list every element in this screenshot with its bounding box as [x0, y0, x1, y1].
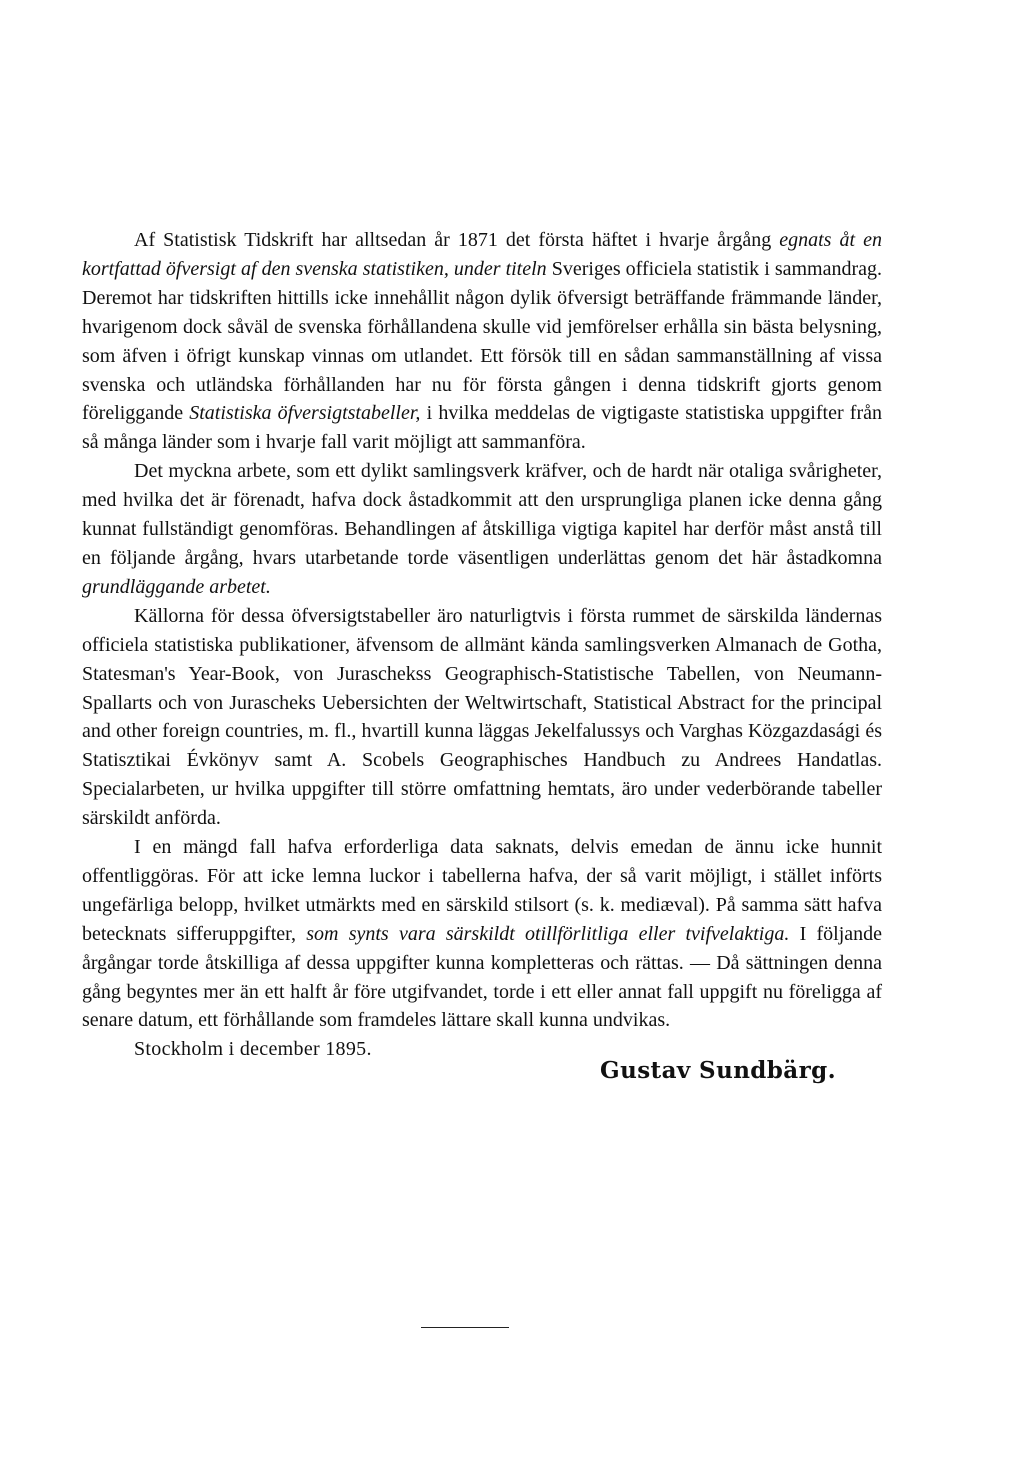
paragraph-1 [82, 226, 882, 457]
paragraph-1-italic-title: Statistiska öfversigtstabeller, [189, 402, 421, 425]
paragraph-4-text-b: I följande årgångar torde åtskilliga af dessa uppgifter kunna kompletteras och rättas. — Då sättningen denna gång begyntes mer än ett halft år före utgifvandet, torde i ett eller annat fall uppgift nu föreligga af senare datum, ett förhållande som framdeles lättare skall kunna undvikas. [82, 922, 882, 1032]
closing-row [82, 1035, 882, 1085]
paragraph-4 [82, 833, 882, 1035]
paragraph-1-text-a: Af Statistisk Tidskrift har alltsedan år 1871 det första häftet i hvarje årgång [134, 229, 780, 251]
paragraph-4-text-a: I en mängd fall hafva erforderliga data saknats, delvis emedan de ännu icke hunnit offentliggöras. För att icke lemna luckor i tabellerna hafva, der så varit möjligt, i stället införts ungefärliga belopp, hvilket utmärkts med en särskild stilsort (s. k. mediæval). På samma sätt hafva betecknats sifferuppgifter, [82, 836, 882, 945]
paragraph-1-text-b: Sveriges officiela statistik i sammandrag. Deremot har tidskriften hittills icke innehållit någon dylik öfversigt beträffande främmande länder, hvarigenom dock såväl de svenska förhållandena skulle vid jemförelser erhålla sin bästa belysning, som äfven i öfrigt kunskap vinnas om utlandet. Ett försök till en sådan sammanställning af vissa svenska och utländska förhållanden har nu för första gången i denna tidskrift gjorts genom föreliggande [82, 257, 883, 425]
closing-divider-rule [421, 1327, 509, 1328]
paragraph-3: Källorna för dessa öfversigtstabeller äro naturligtvis i första rummet de särskilda ländernas officiela statistiska publikationer, äfvensom de allmänt kända samlingsverken Almanach de Gotha, Statesman's Year-Book, von Juraschekss Geographisch-Statistische Tabellen, von Neumann-Spallarts och von Jurascheks Uebersichten der Weltwirtschaft, Statistical Abstract for the principal and other foreign countries, m. fl., hvartill kunna läggas Jekelfalussys och Varghas Közgazdasági és Statisztikai Évkönyv samt A. Scobels Geographisches Handbuch zu Andrees Handatlas. Specialarbeten, ur hvilka uppgifter till större omfattning hemtats, äro under vederbörande tabeller särskildt anförda. [82, 604, 882, 830]
paragraph-1-text-c: i hvilka meddelas de vigtigaste statistiska uppgifter från så många länder som i hvarje fall varit möjligt att sammanföra. [82, 402, 882, 454]
author-signature: Gustav Sundbärg. [600, 1057, 836, 1085]
place-and-date: Stockholm i december 1895. [134, 1038, 372, 1061]
paragraph-2-italic: grundläggande arbetet. [82, 575, 271, 598]
paragraph-4-italic: som synts vara särskildt otillförlitliga eller tvifvelaktiga. [306, 922, 790, 945]
paragraph-2 [82, 457, 882, 602]
preface-text-block [82, 226, 883, 1085]
paragraph-2-text: Det myckna arbete, som ett dylikt samlingsverk kräfver, och de hardt när otaliga svårigheter, med hvilka det är förenadt, hafva dock åstadkommit att den ursprungliga planen icke denna gång kunnat fullständigt genomföras. Behandlingen af åtskilliga vigtiga kapitel har derför måst anstå till en följande årgång, hvars utarbetande torde väsentligen underlättas genom det här åstadkomna [82, 460, 882, 569]
paragraph-1-italic-a: egnats åt en kortfattad öfversigt af den svenska statistiken, under titeln [82, 229, 882, 280]
